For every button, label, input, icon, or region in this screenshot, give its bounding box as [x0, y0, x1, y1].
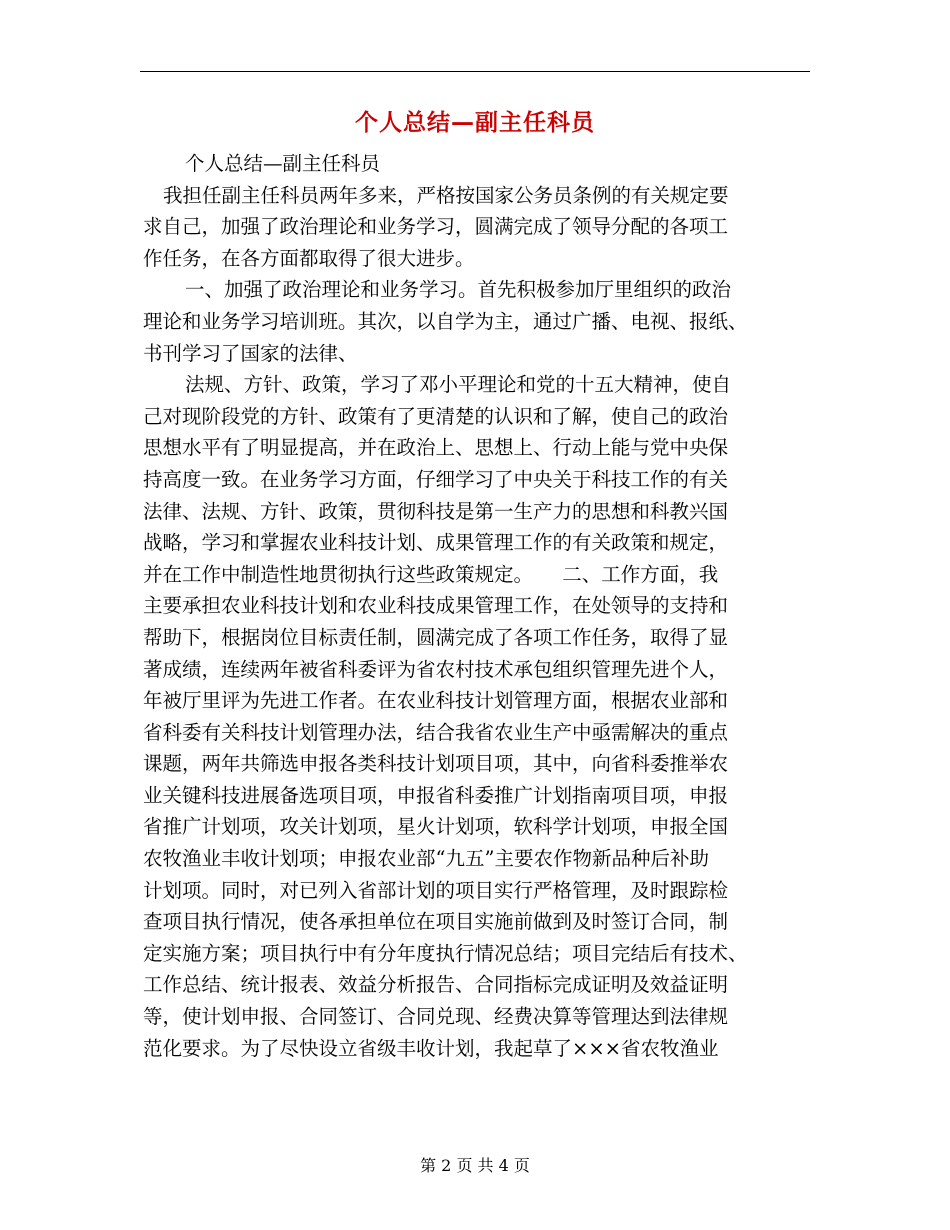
body-line: 业关键科技进展备选项目项，申报省科委推广计划指南项目项，申报	[143, 783, 729, 807]
body-line: 思想水平有了明显提高，并在政治上、思想上、行动上能与党中央保	[143, 436, 729, 460]
body-line: 己对现阶段党的方针、政策有了更清楚的认识和了解，使自己的政治	[143, 404, 729, 428]
body-line: 农牧渔业丰收计划项；申报农业部“九五”主要农作物新品种后补助	[143, 847, 709, 871]
body-line: 年被厅里评为先进工作者。在农业科技计划管理方面，根据农业部和	[143, 689, 729, 713]
body-line: 范化要求。为了尽快设立省级丰收计划，我起草了×××省农牧渔业	[143, 1036, 719, 1060]
body-line: 帮助下，根据岗位目标责任制，圆满完成了各项工作任务，取得了显	[143, 625, 729, 649]
body-line: 计划项。同时，对已列入省部计划的项目实行严格管理，及时跟踪检	[143, 878, 729, 902]
body-line: 理论和业务学习培训班。其次，以自学为主，通过广播、电视、报纸、	[143, 309, 748, 333]
body-line: 定实施方案；项目执行中有分年度执行情况总结；项目完结后有技术、	[143, 941, 748, 965]
body-line: 一、加强了政治理论和业务学习。首先积极参加厅里组织的政治	[185, 278, 732, 302]
body-line: 省科委有关科技计划管理办法，结合我省农业生产中亟需解决的重点	[143, 720, 729, 744]
body-line: 并在工作中制造性地贯彻执行这些政策规定。 二、工作方面，我	[143, 562, 719, 586]
body-line: 作任务，在各方面都取得了很大进步。	[143, 246, 475, 270]
body-line: 工作总结、统计报表、效益分析报告、合同指标完成证明及效益证明	[143, 973, 729, 997]
body-line: 查项目执行情况，使各承担单位在项目实施前做到及时签订合同，制	[143, 910, 729, 934]
body-line: 著成绩，连续两年被省科委评为省农村技术承包组织管理先进个人，	[143, 657, 729, 681]
body-line: 我担任副主任科员两年多来，严格按国家公务员条例的有关规定要	[163, 183, 729, 207]
body-line: 主要承担农业科技计划和农业科技成果管理工作，在处领导的支持和	[143, 594, 729, 618]
body-line: 持高度一致。在业务学习方面，仔细学习了中央关于科技工作的有关	[143, 467, 729, 491]
body-line: 战略，学习和掌握农业科技计划、成果管理工作的有关政策和规定，	[143, 531, 729, 555]
document-body	[143, 148, 809, 1064]
document-title: 个人总结—副主任科员	[355, 110, 595, 136]
body-line: 法规、方针、政策，学习了邓小平理论和党的十五大精神，使自	[185, 373, 732, 397]
body-line: 法律、法规、方针、政策，贯彻科技是第一生产力的思想和科教兴国	[143, 499, 729, 523]
page-number: 第 2 页 共 4 页	[420, 1156, 530, 1175]
body-line: 个人总结—副主任科员	[185, 152, 381, 175]
body-line: 书刊学习了国家的法律、	[143, 341, 358, 365]
body-line: 求自己，加强了政治理论和业务学习，圆满完成了领导分配的各项工	[143, 215, 729, 239]
body-line: 课题，两年共筛选申报各类科技计划项目项，其中，向省科委推举农	[143, 752, 729, 776]
header-rule	[140, 71, 810, 72]
body-line: 省推广计划项，攻关计划项，星火计划项，软科学计划项，申报全国	[143, 815, 729, 839]
body-line: 等，使计划申报、合同签订、合同兑现、经费决算等管理达到法律规	[143, 1005, 729, 1029]
